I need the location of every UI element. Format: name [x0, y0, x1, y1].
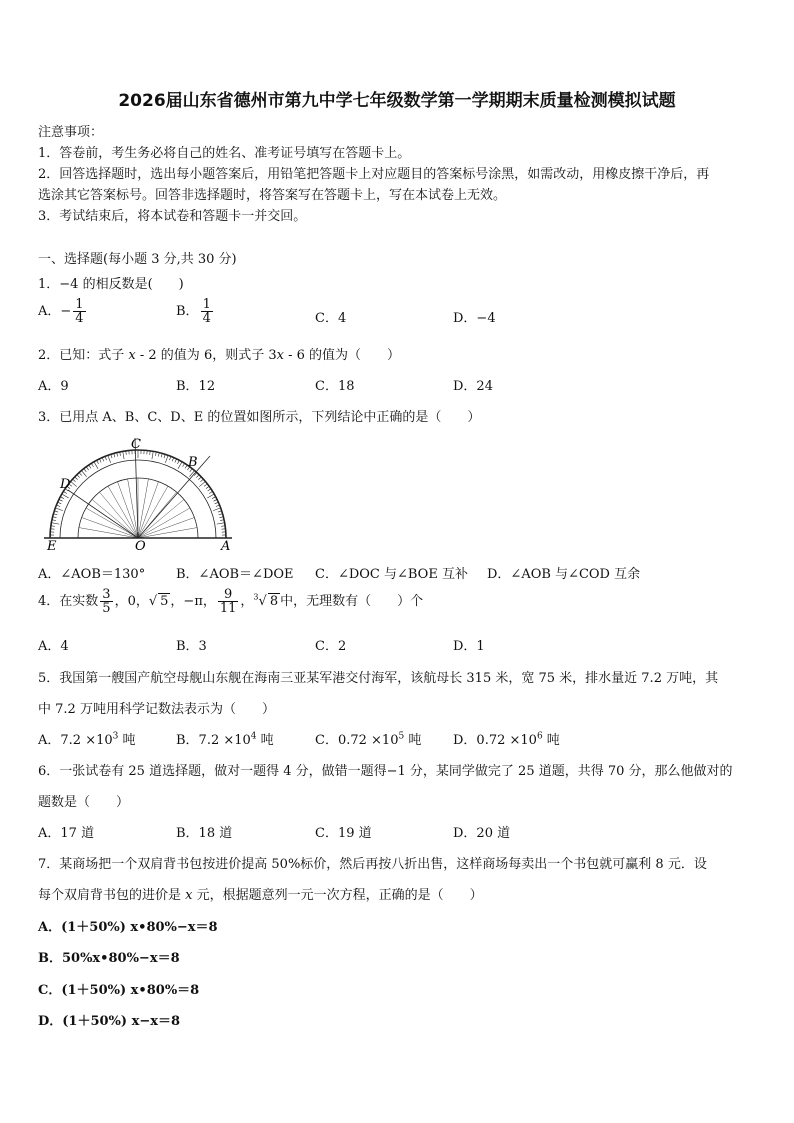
q4-option-c: C．2	[315, 639, 347, 654]
q5-option-c: C．$0.72 \times 10^5$ 吨	[315, 731, 422, 748]
q7-option-d: D．(1＋50%) x−x＝8	[38, 1014, 181, 1029]
q3-option-c: C．∠DOC 与∠BOE 互补	[315, 567, 468, 582]
notice-item-2: 2．回答选择题时，选出每小题答案后，用铅笔把答题卡上对应题目的答案标号涂黑，如需改动，用橡皮擦干净后，再	[38, 167, 710, 182]
q6-stem-line2: 题数是（ ）	[38, 795, 130, 810]
fig-label-b: B	[188, 455, 198, 470]
notice-heading: 注意事项：	[38, 125, 104, 140]
q6-option-b: B．18 道	[176, 826, 233, 841]
q1-option-a: A．− $\frac{1}{4}$	[38, 297, 84, 326]
notice-item-2-cont: 选涂其它答案标号。回答非选择题时，将答案写在答题卡上，写在本试卷上无效。	[38, 188, 507, 203]
q3-protractor-figure	[38, 432, 238, 552]
q1-option-b: B． $\frac{1}{4}$	[176, 297, 211, 326]
q2-stem: 2．已知：式子 x - 2 的值为 6，则式子 3x - 6 的值为（ ）	[38, 348, 401, 363]
q2-option-d: D．24	[453, 379, 493, 394]
q5-stem-line1: 5．我国第一艘国产航空母舰山东舰在海南三亚某军港交付海军，该航母长 315 米，宽 75 米，排水量近 7.2 万吨，其	[38, 671, 719, 686]
q2-option-c: C．18	[315, 379, 355, 394]
q4-option-d: D．1	[453, 639, 485, 654]
q3-option-d: D．∠AOB 与∠COD 互余	[487, 567, 641, 582]
q6-option-a: A．17 道	[38, 826, 95, 841]
q5-option-a: A．$7.2 \times 10^3$ 吨	[38, 731, 136, 748]
page-title: 2026届山东省德州市第九中学七年级数学第一学期期末质量检测模拟试题	[118, 91, 676, 111]
q4-stem: 4．在实数 $\frac{3}{5}$ ，0，√ 5 ，−π， $\frac{9}{11}$ ，$^3$√ 8 中，无理数有（ ）个	[38, 587, 424, 616]
q7-stem-line2: 每个双肩背书包的进价是 x 元，根据题意列一元一次方程，正确的是（ ）	[38, 888, 483, 903]
q7-option-c: C．(1＋50%) x•80%＝8	[38, 983, 200, 998]
q7-option-a: A．(1＋50%) x•80%−x＝8	[38, 920, 218, 935]
q7-stem-line1: 7．某商场把一个双肩背书包按进价提高 50%标价，然后再按八折出售，这样商场每卖出一个书包就可赢利 8 元．设	[38, 857, 707, 872]
fig-label-a: A	[221, 539, 231, 552]
q7-option-b: B．50%x•80%−x＝8	[38, 951, 180, 966]
q3-option-a: A．∠AOB＝130°	[38, 567, 146, 582]
fig-label-d: D	[60, 477, 71, 492]
notice-item-3: 3．考试结束后，将本试卷和答题卡一并交回。	[38, 209, 307, 224]
section-heading: 一、选择题(每小题 3 分,共 30 分)	[38, 252, 237, 267]
q6-stem-line1: 6．一张试卷有 25 道选择题，做对一题得 4 分，做错一题得−1 分，某同学做完了 25 道题，共得 70 分，那么他做对的	[38, 764, 733, 779]
q1-stem: 1．−4 的相反数是( )	[38, 277, 184, 292]
q1-option-c: C．4	[315, 311, 347, 326]
q1-option-d: D．−4	[453, 311, 496, 326]
fig-label-o: O	[135, 539, 146, 552]
fig-label-c: C	[131, 437, 141, 452]
q4-option-a: A．4	[38, 639, 69, 654]
q5-option-b: B．$7.2 \times 10^4$ 吨	[176, 731, 274, 748]
fig-label-e: E	[47, 539, 57, 552]
q6-option-c: C．19 道	[315, 826, 372, 841]
q6-option-d: D．20 道	[453, 826, 511, 841]
q5-stem-line2: 中 7.2 万吨用科学记数法表示为（ ）	[38, 702, 275, 717]
q4-option-b: B．3	[176, 639, 207, 654]
q3-stem: 3．已用点 A、B、C、D、E 的位置如图所示，下列结论中正确的是（ ）	[38, 410, 481, 425]
q3-option-b: B．∠AOB＝∠DOE	[176, 567, 294, 582]
notice-item-1: 1．答卷前，考生务必将自己的姓名、准考证号填写在答题卡上。	[38, 146, 411, 161]
q5-option-d: D．$0.72 \times 10^6$ 吨	[453, 731, 560, 748]
q2-option-a: A．9	[38, 379, 69, 394]
q2-option-b: B．12	[176, 379, 216, 394]
